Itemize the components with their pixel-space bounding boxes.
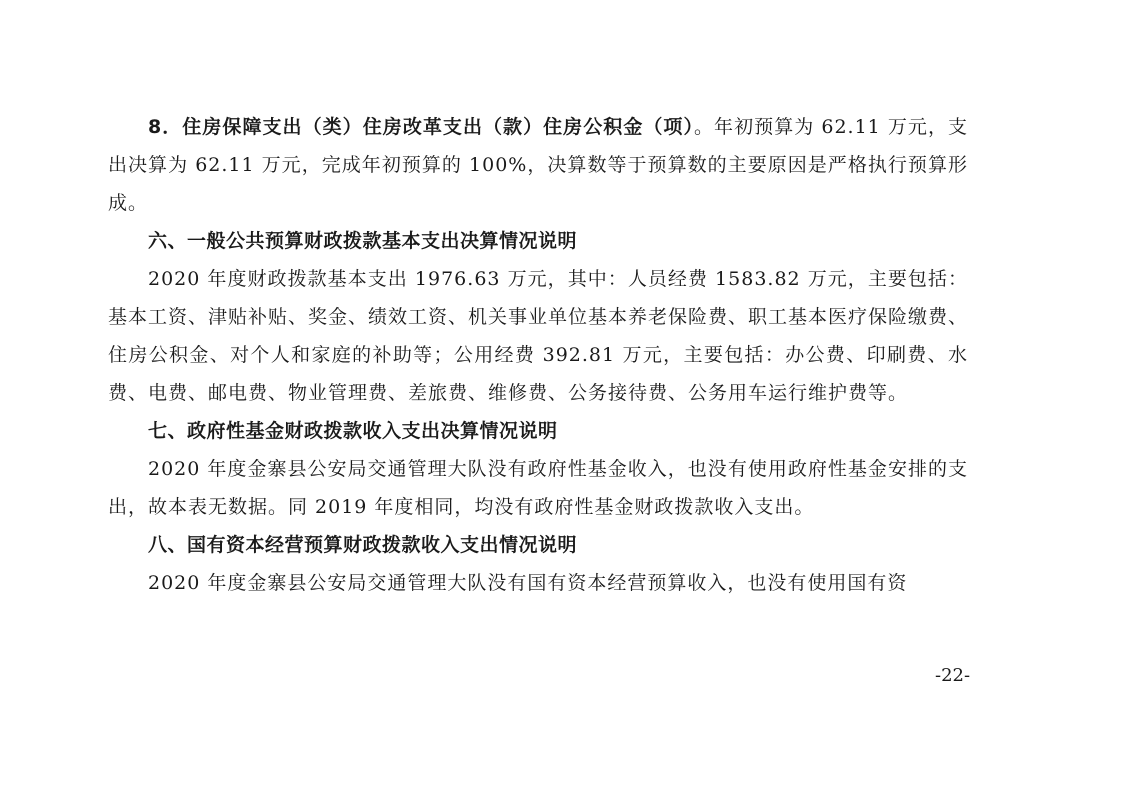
item-8-title: 8．住房保障支出（类）住房改革支出（款）住房公积金（项）: [148, 116, 695, 138]
item-8-text: 。年初预算为 62.11 万元，支出决算为 62.11 万元，完成年初预算的 100%，决算数等于预算数的主要原因是严格执行预算形成。: [108, 116, 968, 214]
section-7-heading: 七、政府性基金财政拨款收入支出决算情况说明: [148, 420, 558, 442]
section-7-body: 2020 年度金寨县公安局交通管理大队没有政府性基金收入，也没有使用政府性基金安排的支出，故本表无数据。同 2019 年度相同，均没有政府性基金财政拨款收入支出。: [108, 458, 968, 518]
section-6-body: 2020 年度财政拨款基本支出 1976.63 万元，其中：人员经费 1583.82 万元，主要包括：基本工资、津贴补贴、奖金、绩效工资、机关事业单位基本养老保险费、职工基本医疗保险缴费、住房公积金、对个人和家庭的补助等；公用经费 392.81 万元，主要包括：办公费、印刷费、水费、电费、邮电费、物业管理费、差旅费、维修费、公务接待费、公务用车运行维护费等。: [108, 268, 969, 404]
section-8-heading: 八、国有资本经营预算财政拨款收入支出情况说明: [148, 534, 578, 556]
document-body: [108, 108, 968, 602]
item-8-paragraph: [108, 108, 968, 222]
page-number: -22-: [935, 665, 971, 686]
section-8-body: 2020 年度金寨县公安局交通管理大队没有国有资本经营预算收入，也没有使用国有资: [148, 572, 908, 594]
section-6-heading: 六、一般公共预算财政拨款基本支出决算情况说明: [148, 230, 578, 252]
